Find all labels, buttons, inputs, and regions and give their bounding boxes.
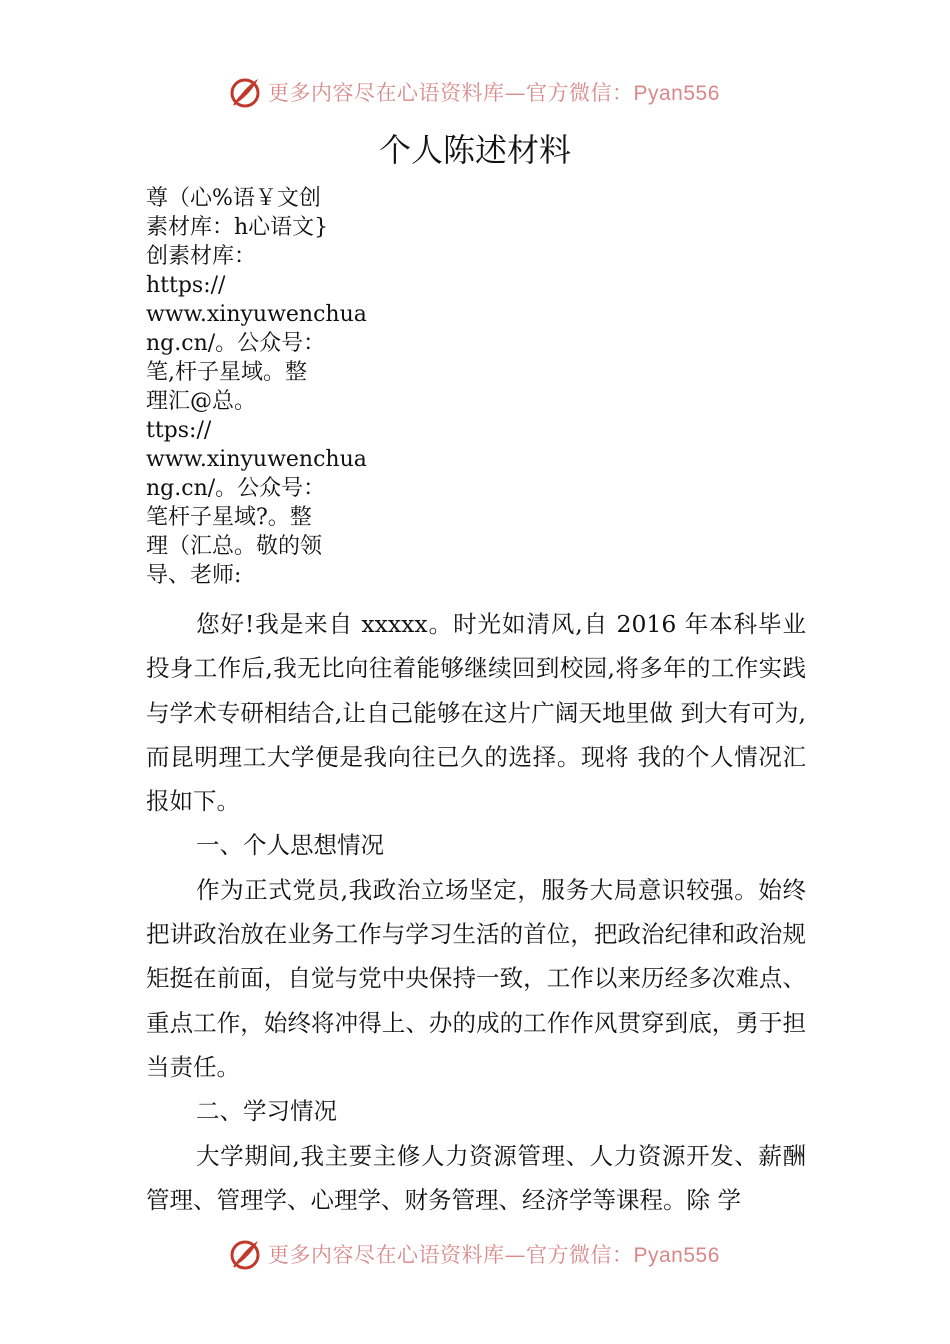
section-heading-2: 二、学习情况: [196, 1097, 337, 1126]
document-body: [146, 602, 806, 1222]
section-heading-1: 一、个人思想情况: [196, 831, 384, 860]
paragraph-ideology: 作为正式党员,我政治立场坚定，服务大局意识较强。始终把讲政治放在业务工作与学习生活的首位，把政治纪律和政治规矩挺在前面，自觉与党中央保持一致，工作以来历经多次难点、重点工作，始终将冲得上、办的成的工作作风贯穿到底，勇于担当责任。: [146, 875, 806, 1081]
garbled-line: ng.cn/。公众号：: [146, 476, 326, 501]
garbled-line: 导、老师:: [146, 563, 242, 588]
document-title: 个人陈述材料: [378, 131, 571, 169]
garbled-line: ttps://: [146, 418, 212, 443]
garbled-line: www.xinyuwenchua: [146, 302, 367, 327]
garbled-line: ng.cn/。公众号：: [146, 331, 326, 356]
watermark-banner-bottom: [0, 1232, 950, 1276]
paragraph-greeting: 您好!我是来自 xxxxx。时光如清风,自 2016 年本科毕业投身工作后,我无比向往着能够继续回到校园,将多年的工作实践与学术专研相结合,让自己能够在这片广阔天地里做 到大有可为,而昆明理工大学便是我向往已久的选择。现将 我的个人情况汇报如下。: [146, 610, 806, 816]
garbled-intro: [146, 184, 376, 590]
wechat-id: Pyan556: [633, 1244, 720, 1267]
garbled-line: https://: [146, 273, 226, 298]
paragraph-study: 大学期间,我主要主修人力资源管理、人力资源开发、薪酬管理、管理学、心理学、财务管理、经济学等课程。除 学: [146, 1141, 806, 1214]
watermark-banner-top: [0, 70, 950, 114]
garbled-line: 素材库：h心语文}: [146, 215, 329, 240]
garbled-line: 理（汇总。敬的领: [146, 534, 323, 559]
garbled-line: 理汇@总。: [146, 389, 257, 414]
quill-logo-icon: [228, 75, 262, 109]
garbled-line: 创素材库：: [146, 244, 257, 269]
garbled-line: 笔杆子星域?。整: [146, 505, 312, 530]
watermark-text: 更多内容尽在心语资料库—官方微信：Pyan556: [268, 81, 720, 105]
watermark-text: 更多内容尽在心语资料库—官方微信：Pyan556: [268, 1243, 720, 1267]
quill-logo-icon: [228, 1237, 262, 1271]
garbled-line: 尊（心%语￥文创: [146, 186, 321, 211]
wechat-id: Pyan556: [633, 82, 720, 105]
garbled-line: 笔,杆子星域。整: [146, 360, 307, 385]
garbled-line: www.xinyuwenchua: [146, 447, 367, 472]
